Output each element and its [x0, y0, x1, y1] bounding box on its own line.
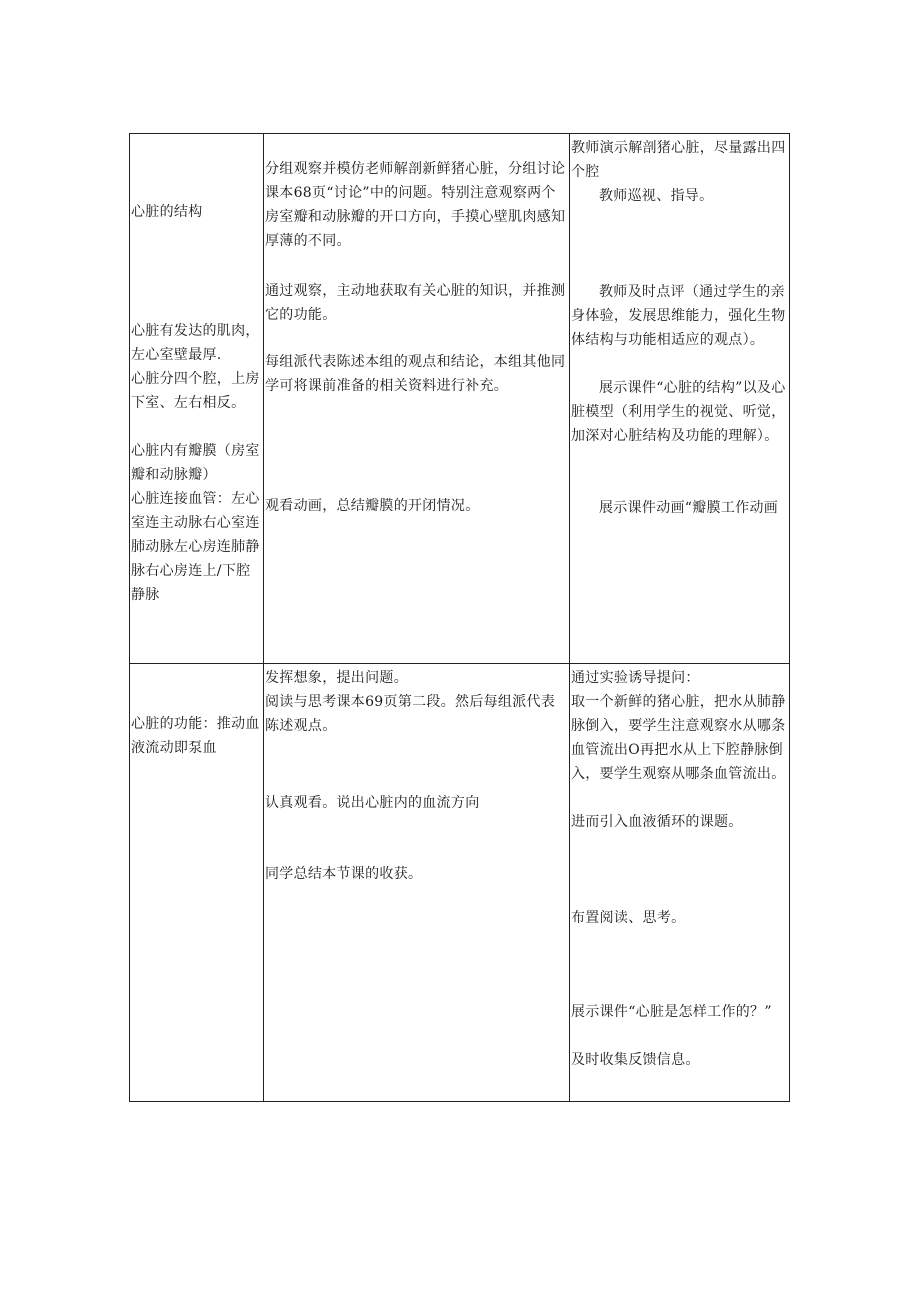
row1-teacher-animation: 展示课件动画“瓣膜工作动画 — [599, 500, 779, 516]
row2-teacher-prompt: 通过实验诱导提问： — [571, 670, 700, 686]
row1-point-vessels: 心脏连接血管：左心室连主动脉右心室连肺动脉左心房连肺静脉右心房连上/下腔静脉 — [131, 491, 260, 603]
row2-student-cell — [265, 664, 567, 1101]
row1-content-cell — [131, 134, 261, 663]
row1-content-title: 心脏的结构 — [131, 204, 203, 220]
row2-student-imagine: 发挥想象，提出问题。 — [265, 670, 408, 686]
row1-teacher-dissect: 教师演示解剖猪心脏，尽量露出四个腔 — [571, 140, 786, 180]
row1-teacher-comment: 教师及时点评（通过学生的亲身体验，发展思维能力，强化生物体结构与功能相适应的观点）。 — [571, 284, 786, 348]
row1-student-observe: 分组观察并模仿老师解剖新鲜猪心脏，分组讨论课本68页“讨论”中的问题。特别注意观察两个房室瓣和动脉瓣的开口方向，手摸心壁肌肉感知厚薄的不同。 — [265, 161, 566, 249]
row1-point-valves: 心脏内有瓣膜（房室瓣和动脉瓣） — [131, 443, 260, 483]
row2-teacher-cell — [571, 664, 789, 1101]
row2-student-summary: 同学总结本节课的收获。 — [265, 866, 423, 882]
row2-content-title: 心脏的功能：推动血液流动即泵血 — [131, 716, 260, 756]
column-divider — [263, 134, 264, 1101]
row1-teacher-guide: 教师巡视、指导。 — [599, 188, 714, 204]
column-divider — [569, 134, 570, 1101]
row2-teacher-topic: 进而引入血液循环的课题。 — [571, 814, 743, 830]
row2-teacher-courseware: 展示课件“心脏是怎样工作的？” — [571, 1004, 772, 1020]
row1-point-chambers: 心脏分四个腔，上房下室、左右相反。 — [131, 371, 260, 411]
row2-student-watch: 认真观看。说出心脏内的血流方向 — [265, 795, 480, 811]
row1-student-cell — [265, 134, 567, 663]
lesson-plan-table — [129, 133, 790, 1102]
row1-student-animation: 观看动画，总结瓣膜的开闭情况。 — [265, 498, 480, 514]
row1-student-acquire: 通过观察，主动地获取有关心脏的知识，并推测它的功能。 — [265, 283, 566, 323]
row2-teacher-feedback: 及时收集反馈信息。 — [571, 1052, 700, 1068]
row2-content-cell — [131, 664, 261, 1101]
row1-teacher-cell — [571, 134, 789, 663]
row2-teacher-assign: 布置阅读、思考。 — [571, 910, 686, 926]
row2-teacher-experiment: 取一个新鲜的猪心脏，把水从肺静脉倒入，要学生注意观察水从哪条血管流出O再把水从上下腔静脉倒入，要学生观察从哪条血管流出。 — [571, 694, 786, 782]
row2-student-read: 阅读与思考课本69页第二段。然后每组派代表陈述观点。 — [265, 694, 556, 734]
row1-student-present: 每组派代表陈述本组的观点和结论，本组其他同学可将课前准备的相关资料进行补充。 — [265, 354, 566, 394]
row1-teacher-courseware: 展示课件“心脏的结构”以及心脏模型（利用学生的视觉、听觉，加深对心脏结构及功能的理解）。 — [571, 380, 786, 444]
row1-point-muscle: 心脏有发达的肌肉，左心室壁最厚. — [131, 323, 260, 363]
